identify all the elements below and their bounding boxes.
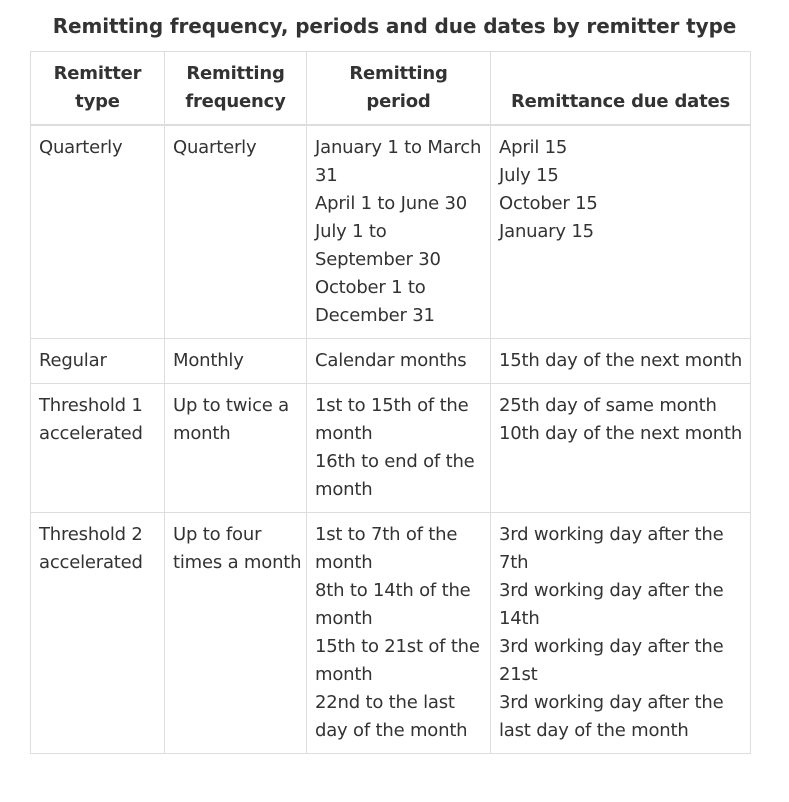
remittance-table (30, 51, 751, 754)
header-remitter-type-line2: type (75, 91, 120, 112)
header-remitter-type (31, 52, 165, 126)
header-remitting-frequency-line1: Remitting (186, 63, 285, 84)
cell-remitter-type: Regular (31, 339, 165, 384)
table-row (31, 125, 751, 339)
cell-due-dates (491, 384, 751, 513)
table-caption: Remitting frequency, periods and due dates by remitter type (52, 14, 737, 38)
due-entry: 3rd working day after the 21st (499, 636, 724, 685)
period-entry: 8th to 14th of the month (315, 580, 471, 629)
due-entry: 3rd working day after the 14th (499, 580, 724, 629)
period-entry: Calendar months (315, 350, 467, 371)
period-entry: July 1 to September 30 (315, 221, 441, 270)
header-remitting-period-line2: period (366, 91, 431, 112)
period-entry: 22nd to the last day of the month (315, 692, 468, 741)
period-entry: 16th to end of the month (315, 451, 475, 500)
due-entry: 3rd working day after the last day of the month (499, 692, 724, 741)
cell-remitter-type: Threshold 2 accelerated (31, 513, 165, 754)
cell-due-dates (491, 125, 751, 339)
cell-remitter-type: Threshold 1 accelerated (31, 384, 165, 513)
cell-remitting-period (307, 339, 491, 384)
table-header-row (31, 52, 751, 126)
cell-due-dates (491, 339, 751, 384)
period-entry: October 1 to December 31 (315, 277, 435, 326)
cell-remitting-frequency: Up to four times a month (165, 513, 307, 754)
table-row (31, 513, 751, 754)
header-remittance-due-dates (491, 52, 751, 126)
period-entry: 1st to 15th of the month (315, 395, 469, 444)
table-row (31, 384, 751, 513)
header-remittance-due-dates-text: Remittance due dates (510, 91, 731, 112)
cell-remitter-type: Quarterly (31, 125, 165, 339)
due-entry: 25th day of same month (499, 395, 717, 416)
cell-remitting-frequency: Monthly (165, 339, 307, 384)
period-entry: 15th to 21st of the month (315, 636, 480, 685)
due-entry: October 15 (499, 193, 598, 214)
period-entry: 1st to 7th of the month (315, 524, 458, 573)
due-entry: 3rd working day after the 7th (499, 524, 724, 573)
due-entry: 15th day of the next month (499, 350, 743, 371)
period-entry: January 1 to March 31 (315, 137, 482, 186)
cell-remitting-period (307, 513, 491, 754)
cell-remitting-period (307, 125, 491, 339)
cell-remitting-frequency: Up to twice a month (165, 384, 307, 513)
header-remitting-period-line1: Remitting (349, 63, 448, 84)
cell-remitting-frequency: Quarterly (165, 125, 307, 339)
header-remitting-frequency-line2: frequency (185, 91, 286, 112)
due-entry: January 15 (499, 221, 594, 242)
due-entry: April 15 (499, 137, 568, 158)
header-remitter-type-line1: Remitter (53, 63, 142, 84)
cell-remitting-period (307, 384, 491, 513)
cell-due-dates (491, 513, 751, 754)
table-row (31, 339, 751, 384)
period-entry: April 1 to June 30 (315, 193, 468, 214)
due-entry: July 15 (499, 165, 559, 186)
header-remitting-frequency (165, 52, 307, 126)
due-entry: 10th day of the next month (499, 423, 743, 444)
header-remitting-period (307, 52, 491, 126)
